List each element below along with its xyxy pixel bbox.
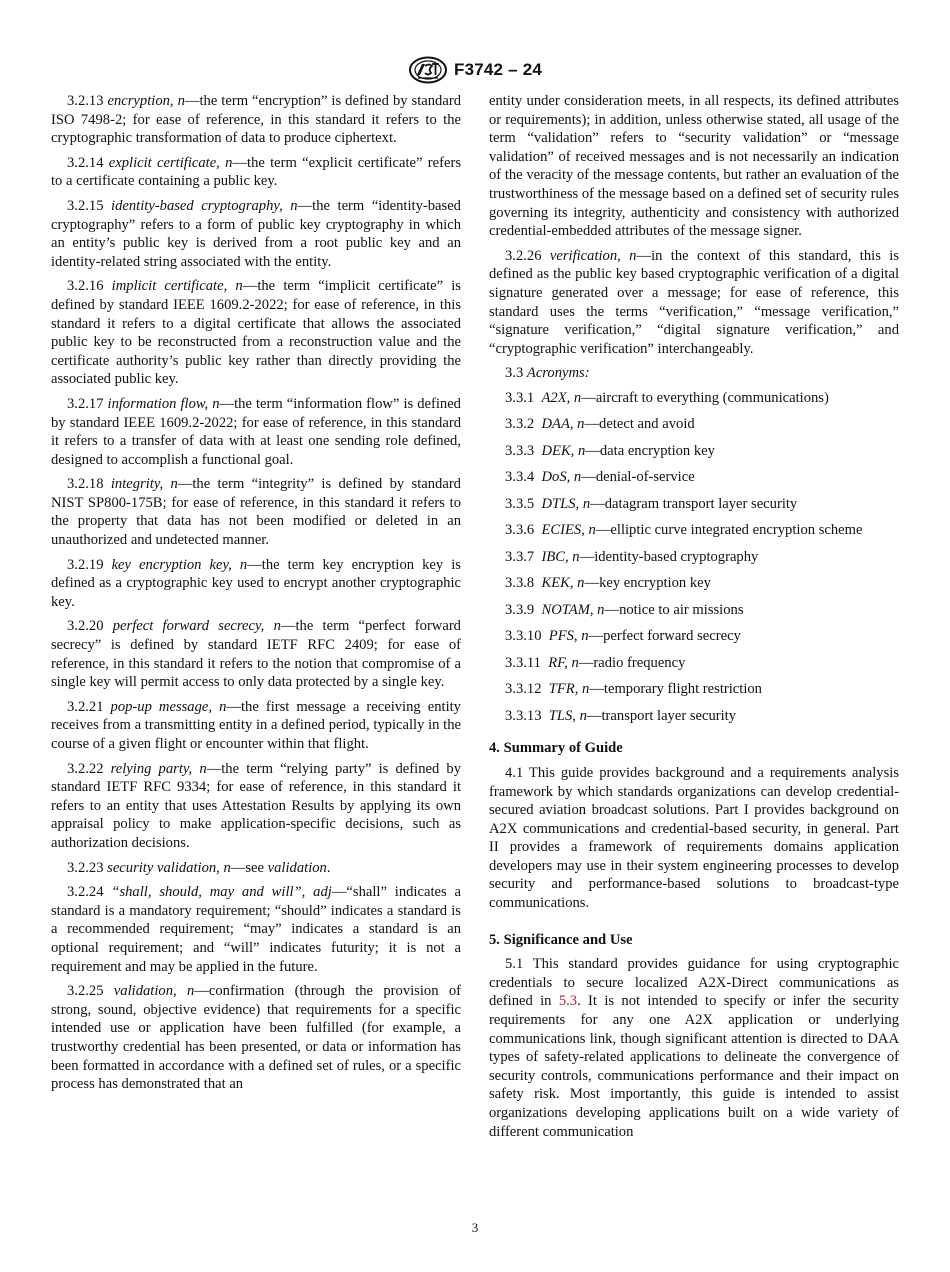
acronym-term: ECIES, n	[541, 522, 596, 539]
definition-term: security validation, n	[107, 859, 231, 876]
definition-text: —“shall” indicates a standard is a mandatory requirement; “should” indicates a standard is a recommended requirement; “may” indicates a standard is an optional requirement; and “will” indicates futurity; it is not a requirement and may be applied in the future.	[51, 884, 461, 975]
definition-term: validation, n	[113, 983, 195, 1000]
acronym-number: 3.3.5	[505, 495, 535, 512]
definition-3-2-20	[51, 617, 461, 691]
definition-verification	[489, 247, 899, 359]
left-column	[51, 92, 461, 1100]
acronym-definition: —identity-based cryptography	[579, 548, 759, 565]
acronym-number: 3.3.9	[505, 601, 535, 618]
section-5-title: 5. Significance and Use	[489, 931, 633, 948]
definition-number: 3.2.16	[67, 278, 104, 295]
acronyms-heading	[489, 364, 899, 383]
section-5-text-end: . It is not intended to specify or infer the security requirements for any one A2X application or underlying communications link, though significant attention is directed to DAA types of safety-related applications to delineate the convergence of security controls, communications performance and their impact on safety risk. Most importantly, this guide is intended to assist organizations developing applications built on a wide variety of different communication	[489, 993, 899, 1140]
acronym-item	[489, 548, 899, 567]
acronym-number: 3.3.10	[505, 628, 542, 645]
definition-term: perfect forward secrecy, n	[112, 618, 281, 635]
acronym-definition: —perfect forward secrecy	[588, 628, 741, 645]
definition-3-2-19	[51, 556, 461, 612]
definition-text: —confirmation (through the provision of strong, sound, objective evidence) that requirements for a specific intended use or application have been fulfilled (for example, a trustworthy credential has been presented, or data or information has been formatted in accordance with a defined set of rules, or a specific process has demonstrated that an	[51, 983, 461, 1093]
definition-text: —the term “information flow” is defined by standard IEEE 1609.2-2022; for ease of reference, in this standard it refers to a transfer of data with at least one sending role defined, designed to accomplish a functional goal.	[51, 395, 461, 468]
acronym-term: A2X, n	[541, 389, 582, 406]
definition-term: explicit certificate, n	[108, 154, 233, 171]
acronym-item	[489, 680, 899, 699]
acronym-definition: —datagram transport layer security	[590, 495, 798, 512]
acronym-term: NOTAM, n	[541, 601, 605, 618]
section-5-3-link[interactable]: 5.3	[558, 993, 578, 1010]
definition-3-2-14	[51, 154, 461, 191]
acronym-number: 3.3.2	[505, 416, 535, 433]
definition-3-2-15	[51, 197, 461, 271]
definition-text: —the term “encryption” is defined by standard ISO 7498-2; for ease of reference, in this standard it refers to the cryptographic transformation of data to produce ciphertext.	[51, 93, 461, 147]
acronym-definition: —aircraft to everything (communications)	[581, 389, 829, 406]
definition-term: verification, n	[549, 247, 637, 264]
definition-term: implicit certificate, n	[111, 278, 243, 295]
definition-text: —see	[230, 859, 268, 876]
section-4-paragraph: 4.1 This guide provides background and a requirements analysis framework by which standards organizations can develop credential-secured aviation broadcast solutions. Part I provides background on A2X communications and credential-based security, in general. Part II provides a framework of requirements domains application developers may use in their system engineering processes to develop security and performance-based solutions to broadcast-type communications.	[489, 764, 899, 912]
acronym-definition: —key encryption key	[584, 575, 711, 592]
definition-3-2-17	[51, 395, 461, 469]
acronym-definition: —elliptic curve integrated encryption scheme	[595, 522, 863, 539]
definition-3-2-23	[51, 859, 461, 878]
definition-number: 3.2.18	[67, 476, 104, 493]
definition-3-2-16	[51, 277, 461, 389]
acronym-number: 3.3.6	[505, 522, 535, 539]
acronym-item	[489, 601, 899, 620]
acronym-term: DoS, n	[541, 469, 582, 486]
acronym-number: 3.3.12	[505, 681, 542, 698]
acronym-term: PFS, n	[548, 628, 589, 645]
definition-text: —the term key encryption key is defined as a cryptographic key used to encrypt another cryptographic key.	[51, 556, 461, 610]
acronyms-heading-number: 3.3	[505, 365, 524, 382]
acronym-item	[489, 574, 899, 593]
definition-number: 3.2.26	[505, 247, 542, 264]
section-5-paragraph	[489, 955, 899, 1141]
definition-number: 3.2.13	[67, 93, 104, 109]
acronym-definition: —data encryption key	[585, 442, 715, 459]
page-header	[0, 56, 950, 84]
definition-term: key encryption key, n	[111, 556, 248, 573]
acronym-number: 3.3.8	[505, 575, 535, 592]
astm-logo-icon	[408, 56, 448, 84]
definition-term: pop-up message, n	[110, 698, 227, 715]
definition-text: —in the context of this standard, this is defined as the public key based cryptographic verification of a digital signature generated over a message; for ease of reference, this standard uses the terms “verification,” “message verification,” “signature verification,” “digital signature verification,” and “cryptographic verification” interchangeably.	[489, 247, 900, 357]
validation-continuation: entity under consideration meets, in all respects, its defined attributes or requirements); in addition, unless otherwise stated, all usage of the term “validation” refers to “security validation” or “message validation” of received messages and is not necessarily an indication of the veracity of the message contents, but rather an evaluation of the trustworthiness of the message based on a defined set of security rules governing its integrity, authenticity and consistency with authorized credential-embedded attributes of the message signer.	[489, 93, 899, 240]
acronym-item	[489, 442, 899, 461]
definition-3-2-24	[51, 883, 461, 976]
acronym-term: DTLS, n	[541, 495, 591, 512]
definition-text: —the term “identity-based cryptography” refers to a form of public key cryptography in which an entity’s public key is derived from a root public key and an identity-related string associated with the entity.	[51, 197, 461, 270]
acronym-item	[489, 468, 899, 487]
definition-text: —the first message a receiving entity receives from a transmitting entity in a defined period, typically in the course of a given flight or encounter within that flight.	[51, 698, 461, 752]
definition-tail: .	[326, 859, 331, 876]
definition-number: 3.2.24	[67, 884, 104, 901]
definition-number: 3.2.21	[67, 698, 104, 715]
acronym-number: 3.3.1	[505, 389, 535, 406]
definition-number: 3.2.17	[67, 395, 104, 412]
acronym-number: 3.3.11	[505, 654, 541, 671]
definition-crossref: validation	[267, 859, 327, 876]
acronym-item	[489, 495, 899, 514]
acronym-definition: —radio frequency	[578, 654, 686, 671]
acronym-definition: —notice to air missions	[604, 601, 744, 618]
definition-number: 3.2.22	[67, 760, 104, 777]
definition-text: —the term “relying party” is defined by standard IETF RFC 9334; for ease of reference, in this standard it refers to an entity that uses Attestation Results by applying its own appraisal policy to make application-specific decisions, such as authorization decisions.	[51, 760, 461, 851]
standard-designation: F3742 – 24	[453, 60, 542, 79]
definition-term: encryption, n	[107, 93, 185, 109]
acronym-item	[489, 654, 899, 673]
definition-3-2-22	[51, 760, 461, 853]
definition-number: 3.2.23	[67, 859, 104, 876]
acronym-list	[489, 389, 899, 725]
acronym-definition: —transport layer security	[586, 707, 737, 724]
section-4-title: 4. Summary of Guide	[489, 740, 623, 757]
acronym-term: TFR, n	[548, 681, 590, 698]
acronym-term: IBC, n	[541, 548, 580, 565]
acronym-item	[489, 415, 899, 434]
definition-term: information flow, n	[107, 395, 220, 412]
acronym-term: RF, n	[548, 654, 579, 671]
section-5-text-start: 5.1 This standard provides guidance for using cryptographic credentials to secure localized A2X-Direct communications as defined in	[489, 956, 899, 1010]
definition-number: 3.2.15	[67, 197, 104, 214]
acronym-term: KEK, n	[541, 575, 585, 592]
acronym-item	[489, 389, 899, 408]
acronym-definition: —denial-of-service	[581, 469, 695, 486]
definition-number: 3.2.25	[67, 983, 104, 1000]
acronym-number: 3.3.13	[505, 707, 542, 724]
definition-text: —the term “perfect forward secrecy” is defined by standard IETF RFC 2409; for ease of reference, in this standard it refers to the notion that compromise of a single key will permit access to only data protected by a single key.	[51, 618, 461, 691]
acronym-number: 3.3.3	[505, 442, 535, 459]
definition-term: relying party, n	[110, 760, 207, 777]
acronym-definition: —detect and avoid	[584, 416, 695, 433]
acronym-term: DEK, n	[541, 442, 586, 459]
definition-text: —the term “integrity” is defined by standard NIST SP800-175B; for ease of reference, in this standard it refers to the property that data has not been modified or deleted in an unauthorized and undetected manner.	[51, 476, 461, 549]
definition-number: 3.2.20	[67, 618, 104, 635]
acronym-item	[489, 521, 899, 540]
acronym-definition: —temporary flight restriction	[589, 681, 762, 698]
acronym-term: DAA, n	[541, 416, 585, 433]
definition-3-2-21	[51, 698, 461, 754]
definition-3-2-25	[51, 982, 461, 1094]
acronym-item	[489, 627, 899, 646]
definition-3-2-13	[51, 92, 461, 148]
acronym-item	[489, 707, 899, 726]
definition-term: identity-based cryptography, n	[111, 197, 298, 214]
definition-3-2-18	[51, 475, 461, 549]
definition-text: —the term “implicit certificate” is defined by standard IEEE 1609.2-2022; for ease of reference, in this standard it refers to a digital certificate that allows the associated public key to be reconstructed from a reconstruction value and the certificate authority’s public key rather than directly providing the associated public key.	[51, 278, 461, 388]
acronym-number: 3.3.7	[505, 548, 535, 565]
definition-term: integrity, n	[110, 476, 178, 493]
definition-number: 3.2.14	[67, 154, 104, 171]
definition-text: —the term “explicit certificate” refers to a certificate containing a public key.	[51, 154, 461, 190]
acronym-term: TLS, n	[548, 707, 587, 724]
definition-number: 3.2.19	[67, 556, 104, 573]
acronym-number: 3.3.4	[505, 469, 535, 486]
acronyms-heading-label: Acronyms:	[526, 365, 590, 382]
page-number: 3	[471, 1220, 479, 1235]
right-column	[489, 92, 899, 1147]
definition-term: “shall, should, may and will”, adj	[111, 884, 332, 901]
